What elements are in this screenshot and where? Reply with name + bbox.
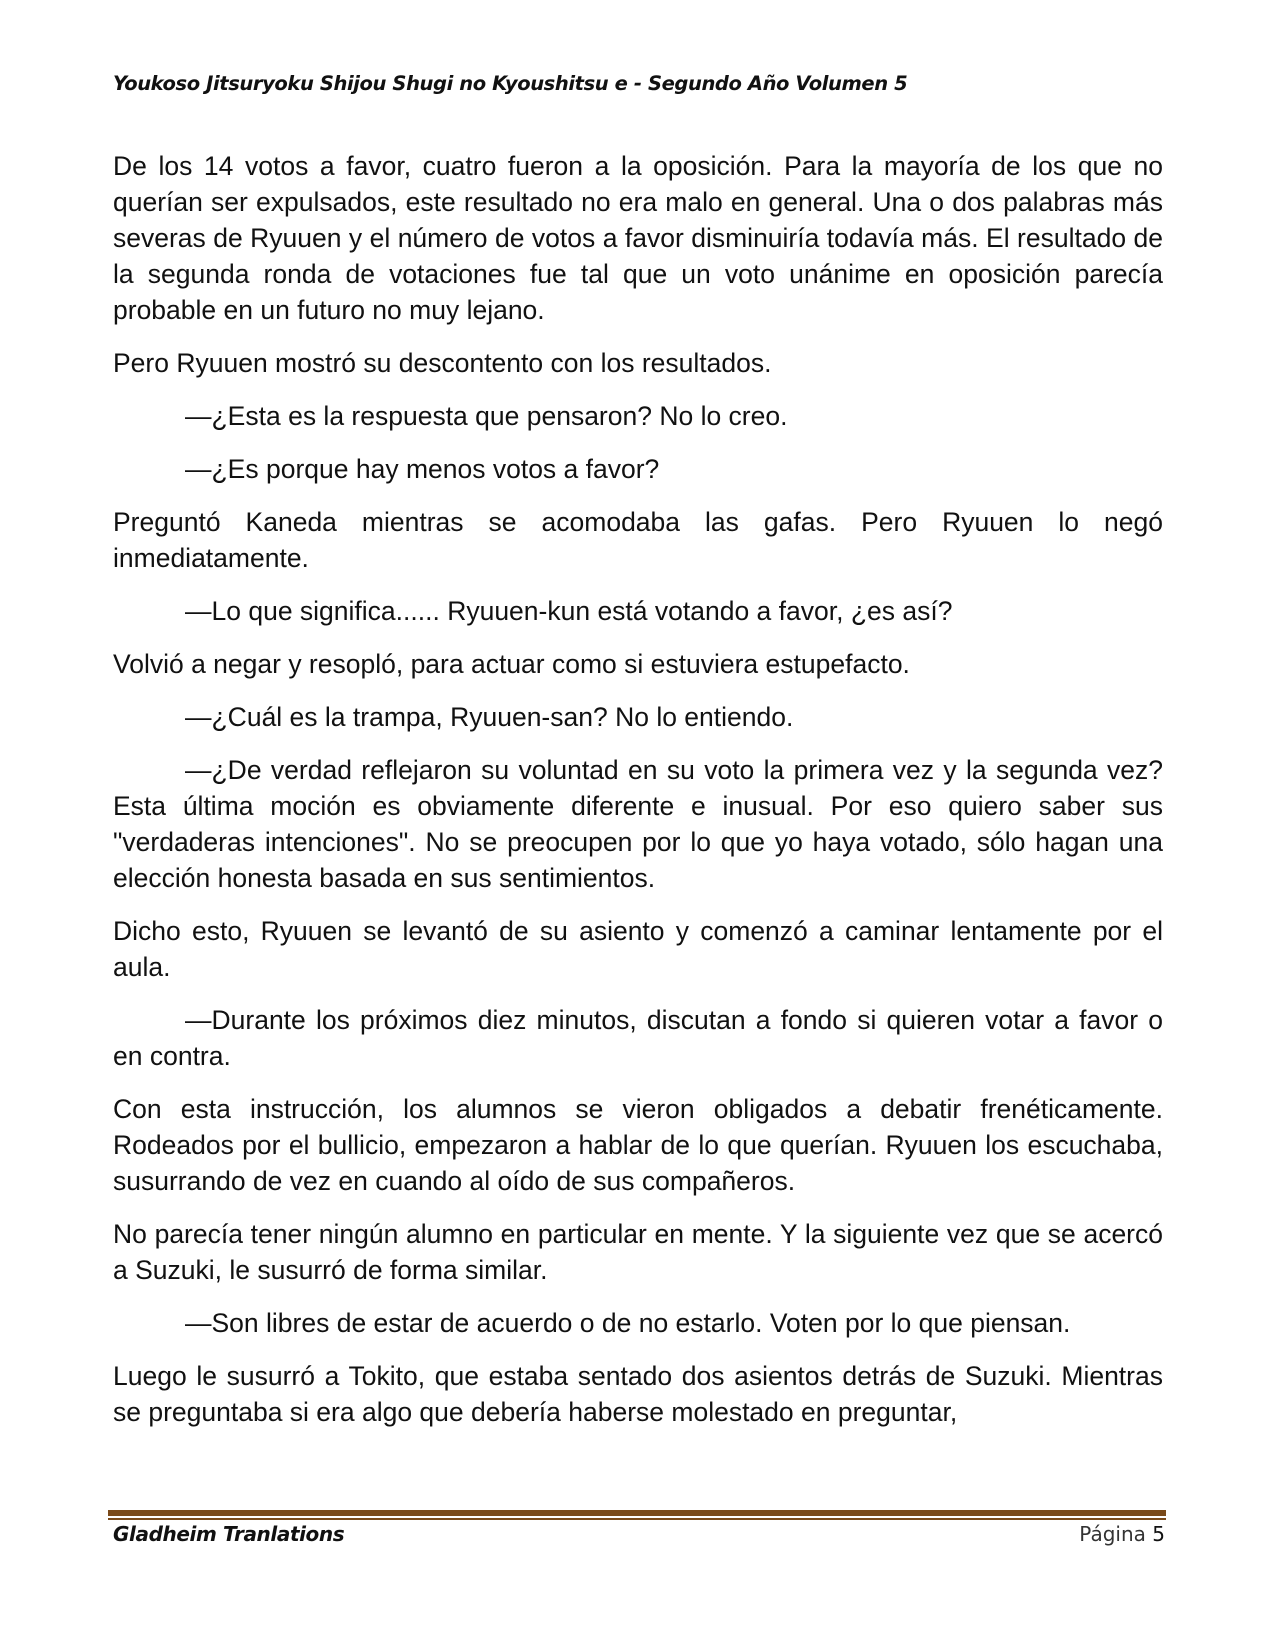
dialogue-line: —Durante los próximos diez minutos, discutan a fondo si quieren votar a favor o en contra. (113, 1005, 1163, 1071)
dialogue-line: —¿Es porque hay menos votos a favor? (185, 454, 660, 484)
paragraph: Pero Ryuuen mostró su descontento con los resultados. (113, 348, 772, 378)
footer-divider-thin (108, 1518, 1166, 1520)
paragraph: Preguntó Kaneda mientras se acomodaba las gafas. Pero Ryuuen lo negó inmediatamente. (113, 507, 1163, 573)
paragraph: De los 14 votos a favor, cuatro fueron a la oposición. Para la mayoría de los que no querían ser expulsados, este resultado no era malo en general. Una o dos palabras más severas de Ryuuen y el número de votos a favor disminuiría todavía más. El resultado de la segunda ronda de votaciones fue tal que un voto unánime en oposición parecía probable en un futuro no muy lejano. (113, 151, 1163, 325)
page-number: 5 (1152, 1522, 1165, 1546)
paragraph: No parecía tener ningún alumno en particular en mente. Y la siguiente vez que se acercó a Suzuki, le susurró de forma similar. (113, 1219, 1163, 1285)
paragraph: Volvió a negar y resopló, para actuar como si estuviera estupefacto. (113, 649, 910, 679)
page-label: Página (1079, 1522, 1146, 1546)
dialogue-line: —¿Esta es la respuesta que pensaron? No lo creo. (185, 401, 788, 431)
page-number-label (1079, 1522, 1165, 1546)
paragraph: Dicho esto, Ryuuen se levantó de su asiento y comenzó a caminar lentamente por el aula. (113, 916, 1163, 982)
dialogue-line: —¿De verdad reflejaron su voluntad en su voto la primera vez y la segunda vez? Esta última moción es obviamente diferente e inusual. Por eso quiero saber sus "verdaderas intenciones". No se preocupen por lo que yo haya votado, sólo hagan una elección honesta basada en sus sentimientos. (113, 755, 1163, 893)
footer-divider-thick (108, 1510, 1166, 1516)
dialogue-line: —Lo que significa...... Ryuuen-kun está votando a favor, ¿es así? (185, 596, 953, 626)
paragraph: Con esta instrucción, los alumnos se vieron obligados a debatir frenéticamente. Rodeados por el bullicio, empezaron a hablar de lo que querían. Ryuuen los escuchaba, susurrando de vez en cuando al oído de sus compañeros. (113, 1094, 1163, 1196)
dialogue-line: —¿Cuál es la trampa, Ryuuen-san? No lo entiendo. (185, 702, 794, 732)
running-header: Youkoso Jitsuryoku Shijou Shugi no Kyoushitsu e - Segundo Año Volumen 5 (113, 72, 908, 95)
footer-credit: Gladheim Tranlations (113, 1522, 345, 1546)
footer-divider (108, 1510, 1166, 1520)
paragraph: Luego le susurró a Tokito, que estaba sentado dos asientos detrás de Suzuki. Mientras se preguntaba si era algo que debería haberse molestado en preguntar, (113, 1361, 1163, 1427)
dialogue-line: —Son libres de estar de acuerdo o de no estarlo. Voten por lo que piensan. (185, 1308, 1071, 1338)
page-body (113, 148, 1163, 1447)
